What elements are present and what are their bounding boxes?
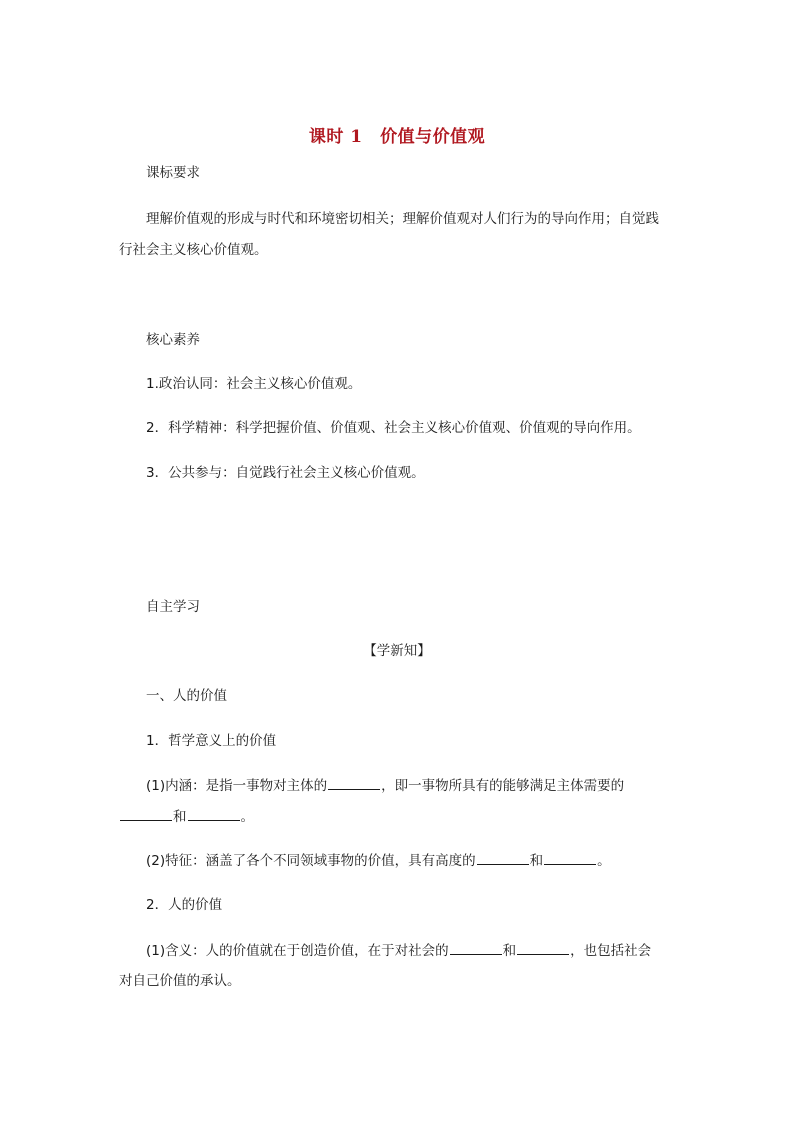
fill-blank[interactable] [328, 775, 380, 790]
literacy-item-3: 3．公共参与：自觉践行社会主义核心价值观。 [146, 465, 425, 481]
literacy-item-2: 2．科学精神：科学把握价值、价值观、社会主义核心价值观、价值观的导向作用。 [146, 420, 641, 436]
standards-body-line1: 理解价值观的形成与时代和环境密切相关；理解价值观对人们行为的导向作用；自觉践 [146, 211, 659, 227]
standards-body-line2: 行社会主义核心价值观。 [119, 242, 268, 258]
section-heading-human-value: 一、人的价值 [146, 688, 227, 704]
feature-and: 和 [529, 853, 544, 869]
standards-heading: 课标要求 [146, 165, 200, 181]
meaning-line-2: 对自己价值的承认。 [119, 973, 241, 989]
fill-blank[interactable] [544, 850, 596, 865]
fill-blank[interactable] [120, 806, 172, 821]
meaning-line [146, 940, 651, 961]
feature-text: (2)特征：涵盖了各个不同领域事物的价值，具有高度的 [146, 853, 476, 869]
fill-blank[interactable] [188, 806, 240, 821]
feature-line [146, 850, 611, 871]
definition-line [146, 775, 624, 796]
meaning-text-2: ，也包括社会 [570, 943, 652, 959]
point-philosophical-value: 1．哲学意义上的价值 [146, 733, 277, 749]
fill-blank[interactable] [477, 850, 529, 865]
definition-period: 。 [240, 809, 254, 825]
literacy-item-1: 1.政治认同：社会主义核心价值观。 [146, 376, 362, 392]
meaning-text-1: (1)含义：人的价值就在于创造价值，在于对社会的 [146, 943, 449, 959]
fill-blank[interactable] [517, 940, 569, 955]
lesson-title: 课时 1 价值与价值观 [308, 127, 486, 147]
feature-period: 。 [597, 853, 611, 869]
definition-and: 和 [173, 809, 187, 825]
literacy-heading: 核心素养 [146, 332, 200, 348]
learn-new-knowledge-heading: 【学新知】 [363, 643, 431, 659]
point-human-value: 2．人的价值 [146, 897, 223, 913]
definition-text-1: (1)内涵：是指一事物对主体的 [146, 778, 328, 794]
definition-line-2 [119, 806, 254, 827]
meaning-and: 和 [502, 943, 517, 959]
definition-text-2: ，即一事物所具有的能够满足主体需要的 [381, 778, 625, 794]
fill-blank[interactable] [450, 940, 502, 955]
self-study-heading: 自主学习 [146, 599, 200, 615]
